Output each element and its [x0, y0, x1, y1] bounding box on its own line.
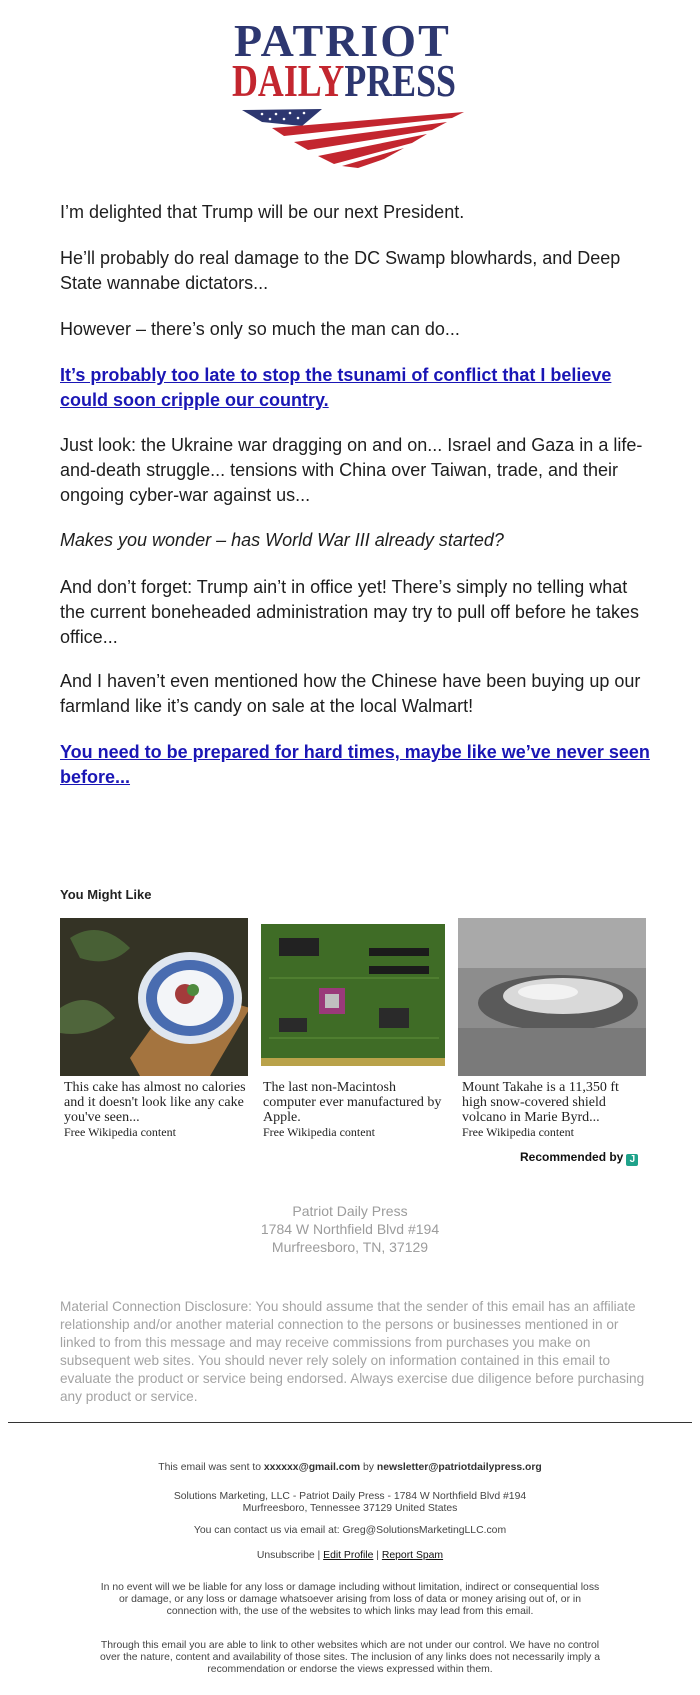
footer-links: Unsubscribe | Edit Profile | Report Spam: [256, 1550, 444, 1561]
sent-to-line: This email was sent to xxxxxx@gmail.com by newsletter@patriotdailypress.org: [158, 1462, 542, 1473]
recommendation-card-1[interactable]: [60, 918, 248, 1140]
external-links-notice: Through this email you are able to link to other websites which are not under our control. We have no control over the nature, content and availability of those sites. The inclusion of any links does not necessarily imply a recommendation or endorse the views expressed within them.: [100, 1640, 600, 1675]
sender-email: newsletter@patriotdailypress.org: [376, 1462, 542, 1473]
logo-line-1: PATRIOT: [234, 15, 451, 66]
you-might-like-heading: You Might Like: [60, 887, 152, 902]
paragraph-2: He’ll probably do real damage to the DC Swamp blowhards, and Deep State wannabe dictators...: [60, 248, 621, 293]
publisher-city: Murfreesboro, TN, 37129: [271, 1239, 429, 1255]
recommendation-card-3[interactable]: [458, 918, 646, 1140]
card-3-caption[interactable]: Mount Takahe is a 11,350 ft high snow-covered shield volcano in Marie Byrd...: [462, 1080, 619, 1125]
paragraph-8: And I haven’t even mentioned how the Chinese have been buying up our farmland like it’s candy on sale at the local Walmart!: [60, 671, 641, 716]
paragraph-1: I’m delighted that Trump will be our next President.: [60, 202, 465, 222]
contact-line: You can contact us via email at: Greg@SolutionsMarketingLLC.com: [193, 1525, 507, 1536]
recommended-by-label: Recommended by: [520, 1150, 624, 1164]
card-2-caption[interactable]: The last non-Macintosh computer ever manufactured by Apple.: [263, 1080, 442, 1125]
liability-notice: In no event will we be liable for any loss or damage including without limitation, indirect or consequential loss or damage, or any loss or damage whatsoever arising from loss of data or money arising out of, or in connection with, the use of the websites to which links may lead from this email.: [100, 1582, 600, 1617]
publisher-address: [0, 1202, 700, 1256]
recipient-email: xxxxxx@gmail.com: [263, 1462, 361, 1473]
circuit-board-image: [259, 918, 447, 1076]
paragraph-6: Makes you wonder – has World War III already started?: [60, 530, 504, 550]
volcano-image: [458, 918, 646, 1076]
report-spam-link[interactable]: Report Spam: [381, 1550, 444, 1561]
publisher-name: Patriot Daily Press: [292, 1203, 408, 1219]
flag-swoosh-icon: [242, 106, 464, 168]
paragraph-7: And don’t forget: Trump ain’t in office yet! There’s simply no telling what the current boneheaded administration may try to pull off before he takes office...: [60, 577, 640, 647]
edit-profile-link[interactable]: Edit Profile: [323, 1550, 374, 1561]
patriot-daily-press-logo: [226, 15, 478, 154]
cake-image: [60, 918, 248, 1076]
logo-daily: DAILY: [232, 55, 345, 106]
unsubscribe-link[interactable]: Unsubscribe: [256, 1550, 315, 1561]
company-address: Solutions Marketing, LLC - Patriot Daily Press - 1784 W Northfield Blvd #194 Murfreesboro, Tennessee 37129 United States: [173, 1491, 527, 1514]
card-3-source: Free Wikipedia content: [462, 1125, 574, 1139]
footer-divider: [8, 1422, 692, 1423]
logo-line-2: [232, 55, 457, 106]
card-1-source: Free Wikipedia content: [64, 1125, 176, 1139]
logo-press: PRESS: [344, 55, 457, 106]
publisher-street: 1784 W Northfield Blvd #194: [260, 1221, 440, 1237]
card-2-source: Free Wikipedia content: [263, 1125, 375, 1139]
paragraph-3: However – there’s only so much the man can do...: [60, 319, 460, 339]
jeeng-icon: J: [626, 1154, 638, 1166]
promo-link-2[interactable]: You need to be prepared for hard times, maybe like we’ve never seen before...: [60, 742, 650, 787]
recommendation-card-2[interactable]: [259, 918, 447, 1140]
card-1-caption[interactable]: This cake has almost no calories and it doesn't look like any cake you've seen...: [64, 1080, 246, 1125]
promo-link-1[interactable]: It’s probably too late to stop the tsunami of conflict that I believe could soon cripple our country.: [60, 365, 612, 410]
material-disclosure: Material Connection Disclosure: You should assume that the sender of this email has an affiliate relationship and/or another material connection to the persons or businesses mentioned in or linked to from this message and may receive commissions from purchases you make on subsequent web sites. You should never rely solely on information contained in this email to evaluate the product or service being endorsed. Always exercise due diligence before purchasing any product or service.: [60, 1299, 645, 1404]
recommended-by[interactable]: [520, 1150, 638, 1166]
paragraph-5: Just look: the Ukraine war dragging on and on... Israel and Gaza in a life-and-death struggle... tensions with China over Taiwan, trade, and their ongoing cyber-war against us...: [60, 435, 643, 505]
